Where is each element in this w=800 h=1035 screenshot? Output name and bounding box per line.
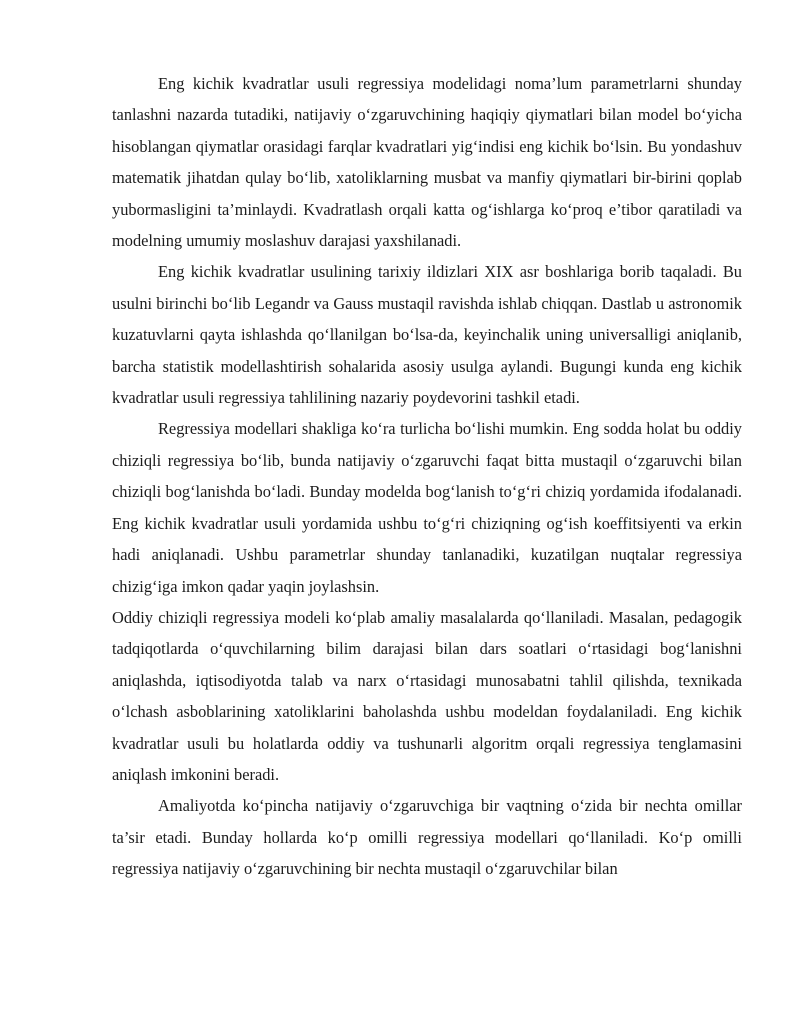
- document-page: [112, 68, 742, 885]
- paragraph-least-squares-definition: Eng kichik kvadratlar usuli regressiya modelidagi noma’lum parametrlarni shunday tanlashni nazarda tutadiki, natijaviy o‘zgaruvchining haqiqiy qiymatlari bilan model bo‘yicha hisoblangan qiymatlar orasidagi farqlar kvadratlari yig‘indisi eng kichik bo‘lsin. Bu yondashuv matematik jihatdan qulay bo‘lib, xatoliklarning musbat va manfiy qiymatlari bir-birini qoplab yubormasligini ta’minlaydi. Kvadratlash orqali katta og‘ishlarga ko‘proq e’tibor qaratiladi va modelning umumiy moslashuv darajasi yaxshilanadi.: [112, 74, 742, 251]
- paragraph-simple-regression-applications: Oddiy chiziqli regressiya modeli ko‘plab amaliy masalalarda qo‘llaniladi. Masalan, pedagogik tadqiqotlarda o‘quvchilarning bilim darajasi bilan dars soatlari o‘rtasidagi bog‘lanishni aniqlashda, iqtisodiyotda talab va narx o‘rtasidagi munosabatni tahlil qilishda, texnikada o‘lchash asboblarining xatoliklarini baholashda ushbu modeldan foydalaniladi. Eng kichik kvadratlar usuli bu holatlarda oddiy va tushunarli algoritm orqali regressiya tenglamasini aniqlash imkonini beradi.: [112, 607, 742, 784]
- paragraph-least-squares-history: Eng kichik kvadratlar usulining tarixiy ildizlari XIX asr boshlariga borib taqaladi. Bu usulni birinchi bo‘lib Legandr va Gauss mustaqil ravishda ishlab chiqqan. Dastlab u astronomik kuzatuvlarni qayta ishlashda qo‘llanilgan bo‘lsa-da, keyinchalik uning universalligi aniqlanib, barcha statistik modellashtirish sohalarida asosiy usulga aylandi. Bugungi kunda eng kichik kvadratlar usuli regressiya tahlilining nazariy poydevorini tashkil etadi.: [112, 262, 742, 408]
- paragraph-multiple-regression: Amaliyotda ko‘pincha natijaviy o‘zgaruvchiga bir vaqtning o‘zida bir nechta omillar ta’sir etadi. Bunday hollarda ko‘p omilli regressiya modellari qo‘llaniladi. Ko‘p omilli regressiya natijaviy o‘zgaruvchining bir nechta mustaqil o‘zgaruvchilar bilan: [112, 796, 742, 879]
- paragraph-regression-forms: Regressiya modellari shakliga ko‘ra turlicha bo‘lishi mumkin. Eng sodda holat bu oddiy chiziqli regressiya bo‘lib, bunda natijaviy o‘zgaruvchi faqat bitta mustaqil o‘zgaruvchi bilan chiziqli bog‘lanishda bo‘ladi. Bunday modelda bog‘lanish to‘g‘ri chiziq yordamida ifodalanadi. Eng kichik kvadratlar usuli yordamida ushbu to‘g‘ri chiziqning og‘ish koeffitsiyenti va erkin hadi aniqlanadi. Ushbu parametrlar shunday tanlanadiki, kuzatilgan nuqtalar regressiya chizig‘iga imkon qadar yaqin joylashsin.: [112, 419, 742, 596]
